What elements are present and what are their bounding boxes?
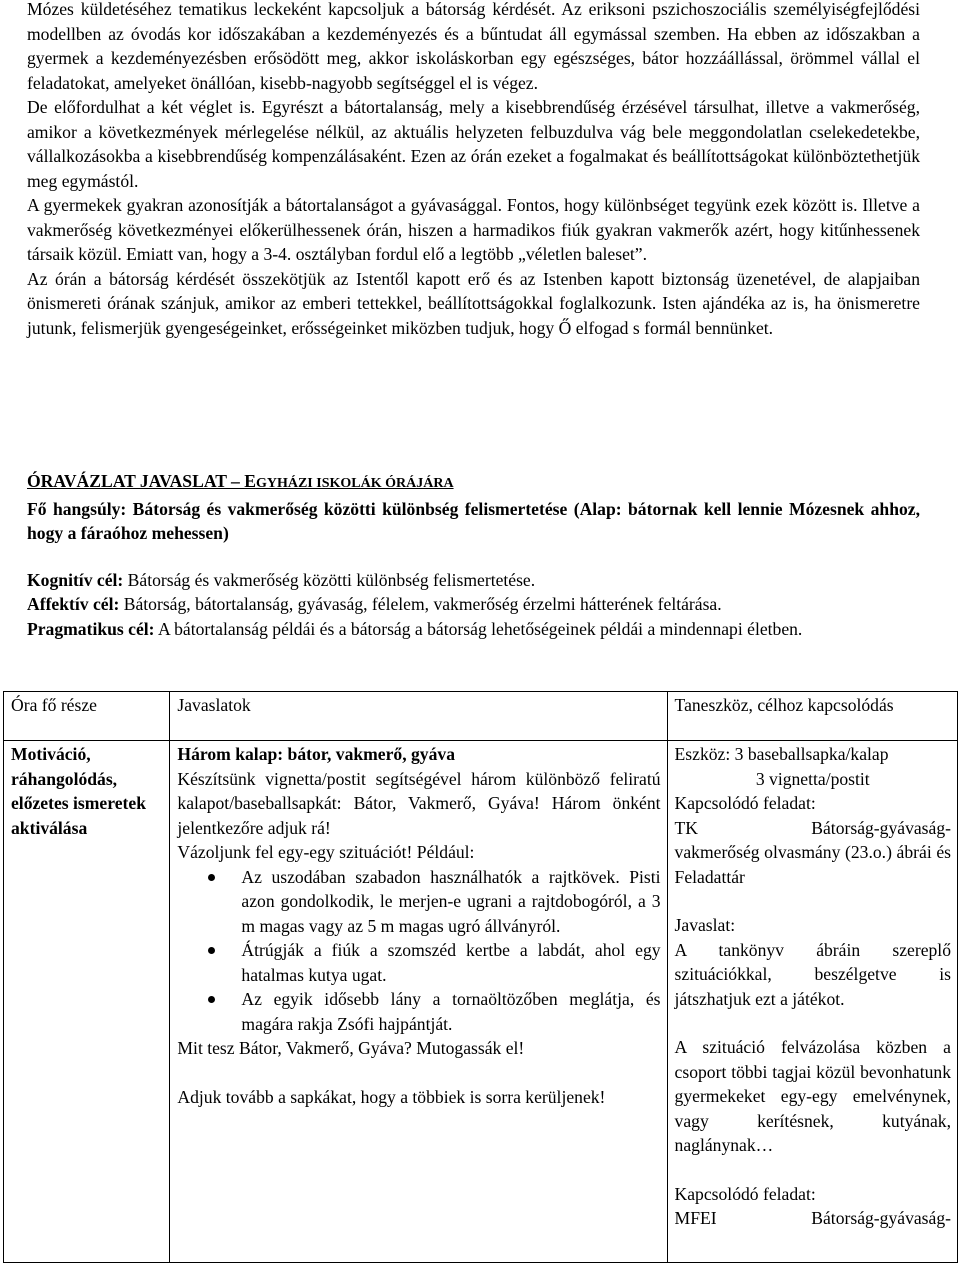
related-task-title <box>675 816 951 841</box>
cognitive-goal <box>27 568 920 593</box>
tools-line-1: Eszköz: 3 baseballsapka/kalap <box>674 744 889 764</box>
intro-paragraph-1: Mózes küldetéséhez tematikus leckeként kapcsoljuk a bátorság kérdését. Az eriksoni pszichoszociális személyiségfejlődési modellben az óvodás kor időszakában a kezdeményezés és a bűntudat áll egymással szemben. Ha ebben az időszakban a gyermek a kezdeményezésben erősödött meg, akkor iskoláskorban egy egészséges, bátor hozzáállással, örömmel vállal el feladatokat, amelyeket önállóan, kisebb-nagyobb segítséggel el is végez. <box>27 0 920 93</box>
intro-paragraph-3: A gyermekek gyakran azonosítják a bátortalanságot a gyávasággal. Fontos, hogy különbséget tegyünk ezek között is. Illetve a vakmerőség következményei előkerülhessenek órán, hiszen a harmadikos fiúk gyakran vakmerők azért, hogy kitűnhessenek társaik közül. Emiatt van, hogy a 3-4. osztályban fordul elő a legtöbb „véletlen baleset”. <box>27 195 920 264</box>
intro-paragraph-2: De előfordulhat a két véglet is. Egyrészt a bátortalanság, mely a kisebbrendűség érzésével társulhat, illetve a vakmerőség, amikor a következmények mérlegelése nélkül, az aktuális helyzeten felbuzdulva vág bele meggondolatlan cselekedetekbe, vállalkozásokba a kisebbrendűség kompenzálásaként. Ezen az órán ezeket a fogalmakat és beállítottságokat különböztethetjük meg egymástól. <box>27 97 920 191</box>
activity-title: Három kalap: bátor, vakmerő, gyáva <box>177 744 455 764</box>
mfei-code: MFEI <box>674 1208 717 1228</box>
plan-title-main: ÓRAVÁZLAT JAVASLAT – E <box>27 471 256 491</box>
related-task-label: Kapcsolódó feladat: <box>674 793 816 813</box>
main-focus: Fő hangsúly: Bátorság és vakmerőség közötti különbség felismertetése (Alap: bátornak kell lennie Mózesnek ahhoz, hogy a fáraóhoz mehessen) <box>27 498 920 543</box>
cognitive-goal-text: Bátorság és vakmerőség közötti különbség felismertetése. <box>123 569 536 590</box>
note-text: A szituáció felvázolása közben a csoport többi tagjai közül bevonhatunk gyermekeket egy-egy emelvénynek, vagy kerítésnek, kutyának, naglánynak… <box>674 1037 951 1155</box>
table-row <box>4 741 958 1263</box>
textbook-code: TK <box>674 817 698 838</box>
affective-goal-text: Bátorság, bátortalanság, gyávaság, félelem, vakmerőség érzelmi hátterének feltárása. <box>119 594 722 614</box>
activity-cell <box>170 741 667 1263</box>
table-header-row <box>4 692 958 741</box>
situation-list <box>177 865 660 1037</box>
phase-cell: Motiváció, ráhangolódás, előzetes ismeretek aktiválása <box>4 741 170 1263</box>
tools-cell <box>667 741 957 1263</box>
activity-prompt: Vázoljunk fel egy-egy szituációt! Például: <box>177 842 475 862</box>
lesson-table <box>3 691 958 1263</box>
header-phase: Óra fő része <box>4 692 170 741</box>
pragmatic-goal-label: Pragmatikus cél: <box>27 618 155 639</box>
intro-section <box>27 0 920 340</box>
list-item: Az uszodában szabadon használhatók a rajtkövek. Pisti azon gondolkodik, le merjen-e ugrani a rajtdobogóról, a 3 m magas vagy az 5 m magas ugró állványról. <box>241 865 660 939</box>
plan-title <box>27 469 920 497</box>
related-task-text: vakmerőség olvasmány (23.o.) ábrái és Feladattár <box>674 842 951 887</box>
cognitive-goal-label: Kognitív cél: <box>27 569 124 590</box>
header-tools: Taneszköz, célhoz kapcsolódás <box>667 692 957 741</box>
related-task-2-title <box>675 1206 951 1231</box>
list-item: Átrúgják a fiúk a szomszéd kertbe a labdát, ahol egy hatalmas kutya ugat. <box>241 938 660 987</box>
related-task-2-label: Kapcsolódó feladat: <box>674 1183 816 1204</box>
header-suggestions: Javaslatok <box>170 692 667 741</box>
affective-goal <box>27 592 920 617</box>
intro-paragraph-4: Az órán a bátorság kérdését összekötjük az Istentől kapott erő és az Istenben kapott biztonság üzenetével, de alapjaiban önismereti órának szánjuk, amikor az emberi tettekkel, beállítottságokkal foglalkozunk. Isten ajándéka az is, ha önismeretre jutunk, felismerjük gyengeségeinket, erősségeinket miközben tudjuk, hogy Ő elfogad s formál bennünket. <box>27 268 920 338</box>
tools-line-2: 3 vignetta/postit <box>755 768 870 789</box>
list-item: Az egyik idősebb lány a tornaöltözőben meglátja, és magára rakja Zsófi hajpántját. <box>241 987 660 1036</box>
textbook-title: Bátorság-gyávaság- <box>811 817 951 838</box>
activity-description: Készítsünk vignetta/postit segítségével három különböző feliratú kalapot/baseballsapkát: Bátor, Vakmerő, Gyáva! Három önként jelentkezőre adjuk rá! <box>177 768 661 838</box>
mfei-title: Bátorság-gyávaság- <box>811 1208 951 1228</box>
activity-closing: Adjuk tovább a sapkákat, hogy a többiek is sorra kerüljenek! <box>177 1086 606 1107</box>
affective-goal-label: Affektív cél: <box>27 594 120 614</box>
pragmatic-goal-text: A bátortalanság példái és a bátorság a bátorság lehetőségeinek példái a mindennapi életben. <box>154 618 803 639</box>
suggestion-text: A tankönyv ábráin szereplő szituációkkal, beszélgetve is játszhatjuk ezt a játékot. <box>674 939 951 1009</box>
suggestion-label: Javaslat: <box>674 915 736 935</box>
lesson-plan-header <box>27 469 920 641</box>
activity-question: Mit tesz Bátor, Vakmerő, Gyáva? Mutogassák el! <box>177 1038 525 1058</box>
plan-title-small-caps: GYHÁZI ISKOLÁK ÓRÁJÁRA <box>255 476 454 491</box>
pragmatic-goal <box>27 617 920 642</box>
